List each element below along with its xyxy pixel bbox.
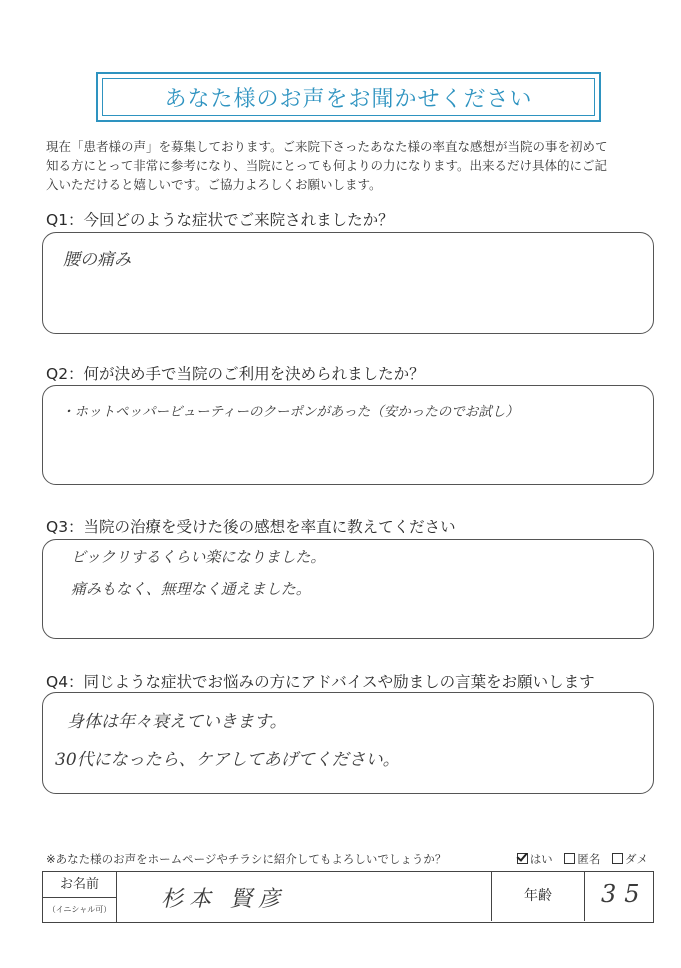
answer-2-text: ・ホットペッパービューティーのクーポンがあった（安かったのでお試し） <box>61 404 519 420</box>
name-label: お名前 <box>43 872 117 898</box>
answer-3-line-1: ビックリするくらい楽になりました。 <box>71 548 326 566</box>
question-2-label: Q2：何が決め手で当院のご利用を決められましたか？ <box>46 365 425 383</box>
age-label: 年齢 <box>491 872 585 921</box>
intro-line: 入いただけると嬉しいです。ご協力よろしくお願いします。 <box>46 177 382 192</box>
consent-options <box>509 851 648 867</box>
checkbox-icon[interactable] <box>612 853 623 864</box>
title-frame <box>96 72 601 122</box>
option-label: 匿名 <box>577 852 601 866</box>
answer-2-box <box>42 385 654 485</box>
page-title: あなた様のお声をお聞かせください <box>164 86 533 112</box>
intro-line: 知る方にとって非常に参考になり、当院にとっても何よりの力になります。出来るだけ具体的にご記 <box>46 158 608 173</box>
option-label: はい <box>529 852 553 866</box>
question-3-label: Q3：当院の治療を受けた後の感想を率直に教えてください <box>46 518 456 536</box>
name-value[interactable]: 杉本 賢彦 <box>161 887 286 912</box>
age-value[interactable]: 35 <box>601 880 648 908</box>
answer-4-line-1: 身体は年々衰えていきます。 <box>67 712 287 732</box>
answer-3-box <box>42 539 654 639</box>
answer-3-line-2: 痛みもなく、無理なく通えました。 <box>71 580 311 598</box>
consent-question: ※あなた様のお声をホームページやチラシに紹介してもよろしいでしょうか？ <box>46 852 447 866</box>
consent-option-anonymous[interactable] <box>564 852 600 866</box>
checkbox-icon[interactable] <box>564 853 575 864</box>
answer-4-box <box>42 692 654 794</box>
option-label: ダメ <box>625 852 648 866</box>
answer-1-box <box>42 232 654 334</box>
question-1-label: Q1：今回どのような症状でご来院されましたか？ <box>46 211 394 229</box>
consent-row <box>46 851 658 867</box>
name-age-table <box>42 871 654 923</box>
answer-1-text: 腰の痛み <box>63 250 131 270</box>
consent-option-no[interactable] <box>612 852 648 866</box>
checked-checkbox-icon[interactable] <box>517 853 528 864</box>
answer-4-line-2: 30代になったら、ケアしてあげてください。 <box>55 750 400 770</box>
intro-line: 現在「患者様の声」を募集しております。ご来院下さったあなた様の率直な感想が当院の事を初めて <box>46 139 608 154</box>
name-sublabel: （イニシャル可） <box>43 898 117 922</box>
intro-paragraph <box>46 137 658 194</box>
question-4-label: Q4：同じような症状でお悩みの方にアドバイスや励ましの言葉をお願いします <box>46 673 595 691</box>
consent-option-yes[interactable] <box>517 852 553 866</box>
